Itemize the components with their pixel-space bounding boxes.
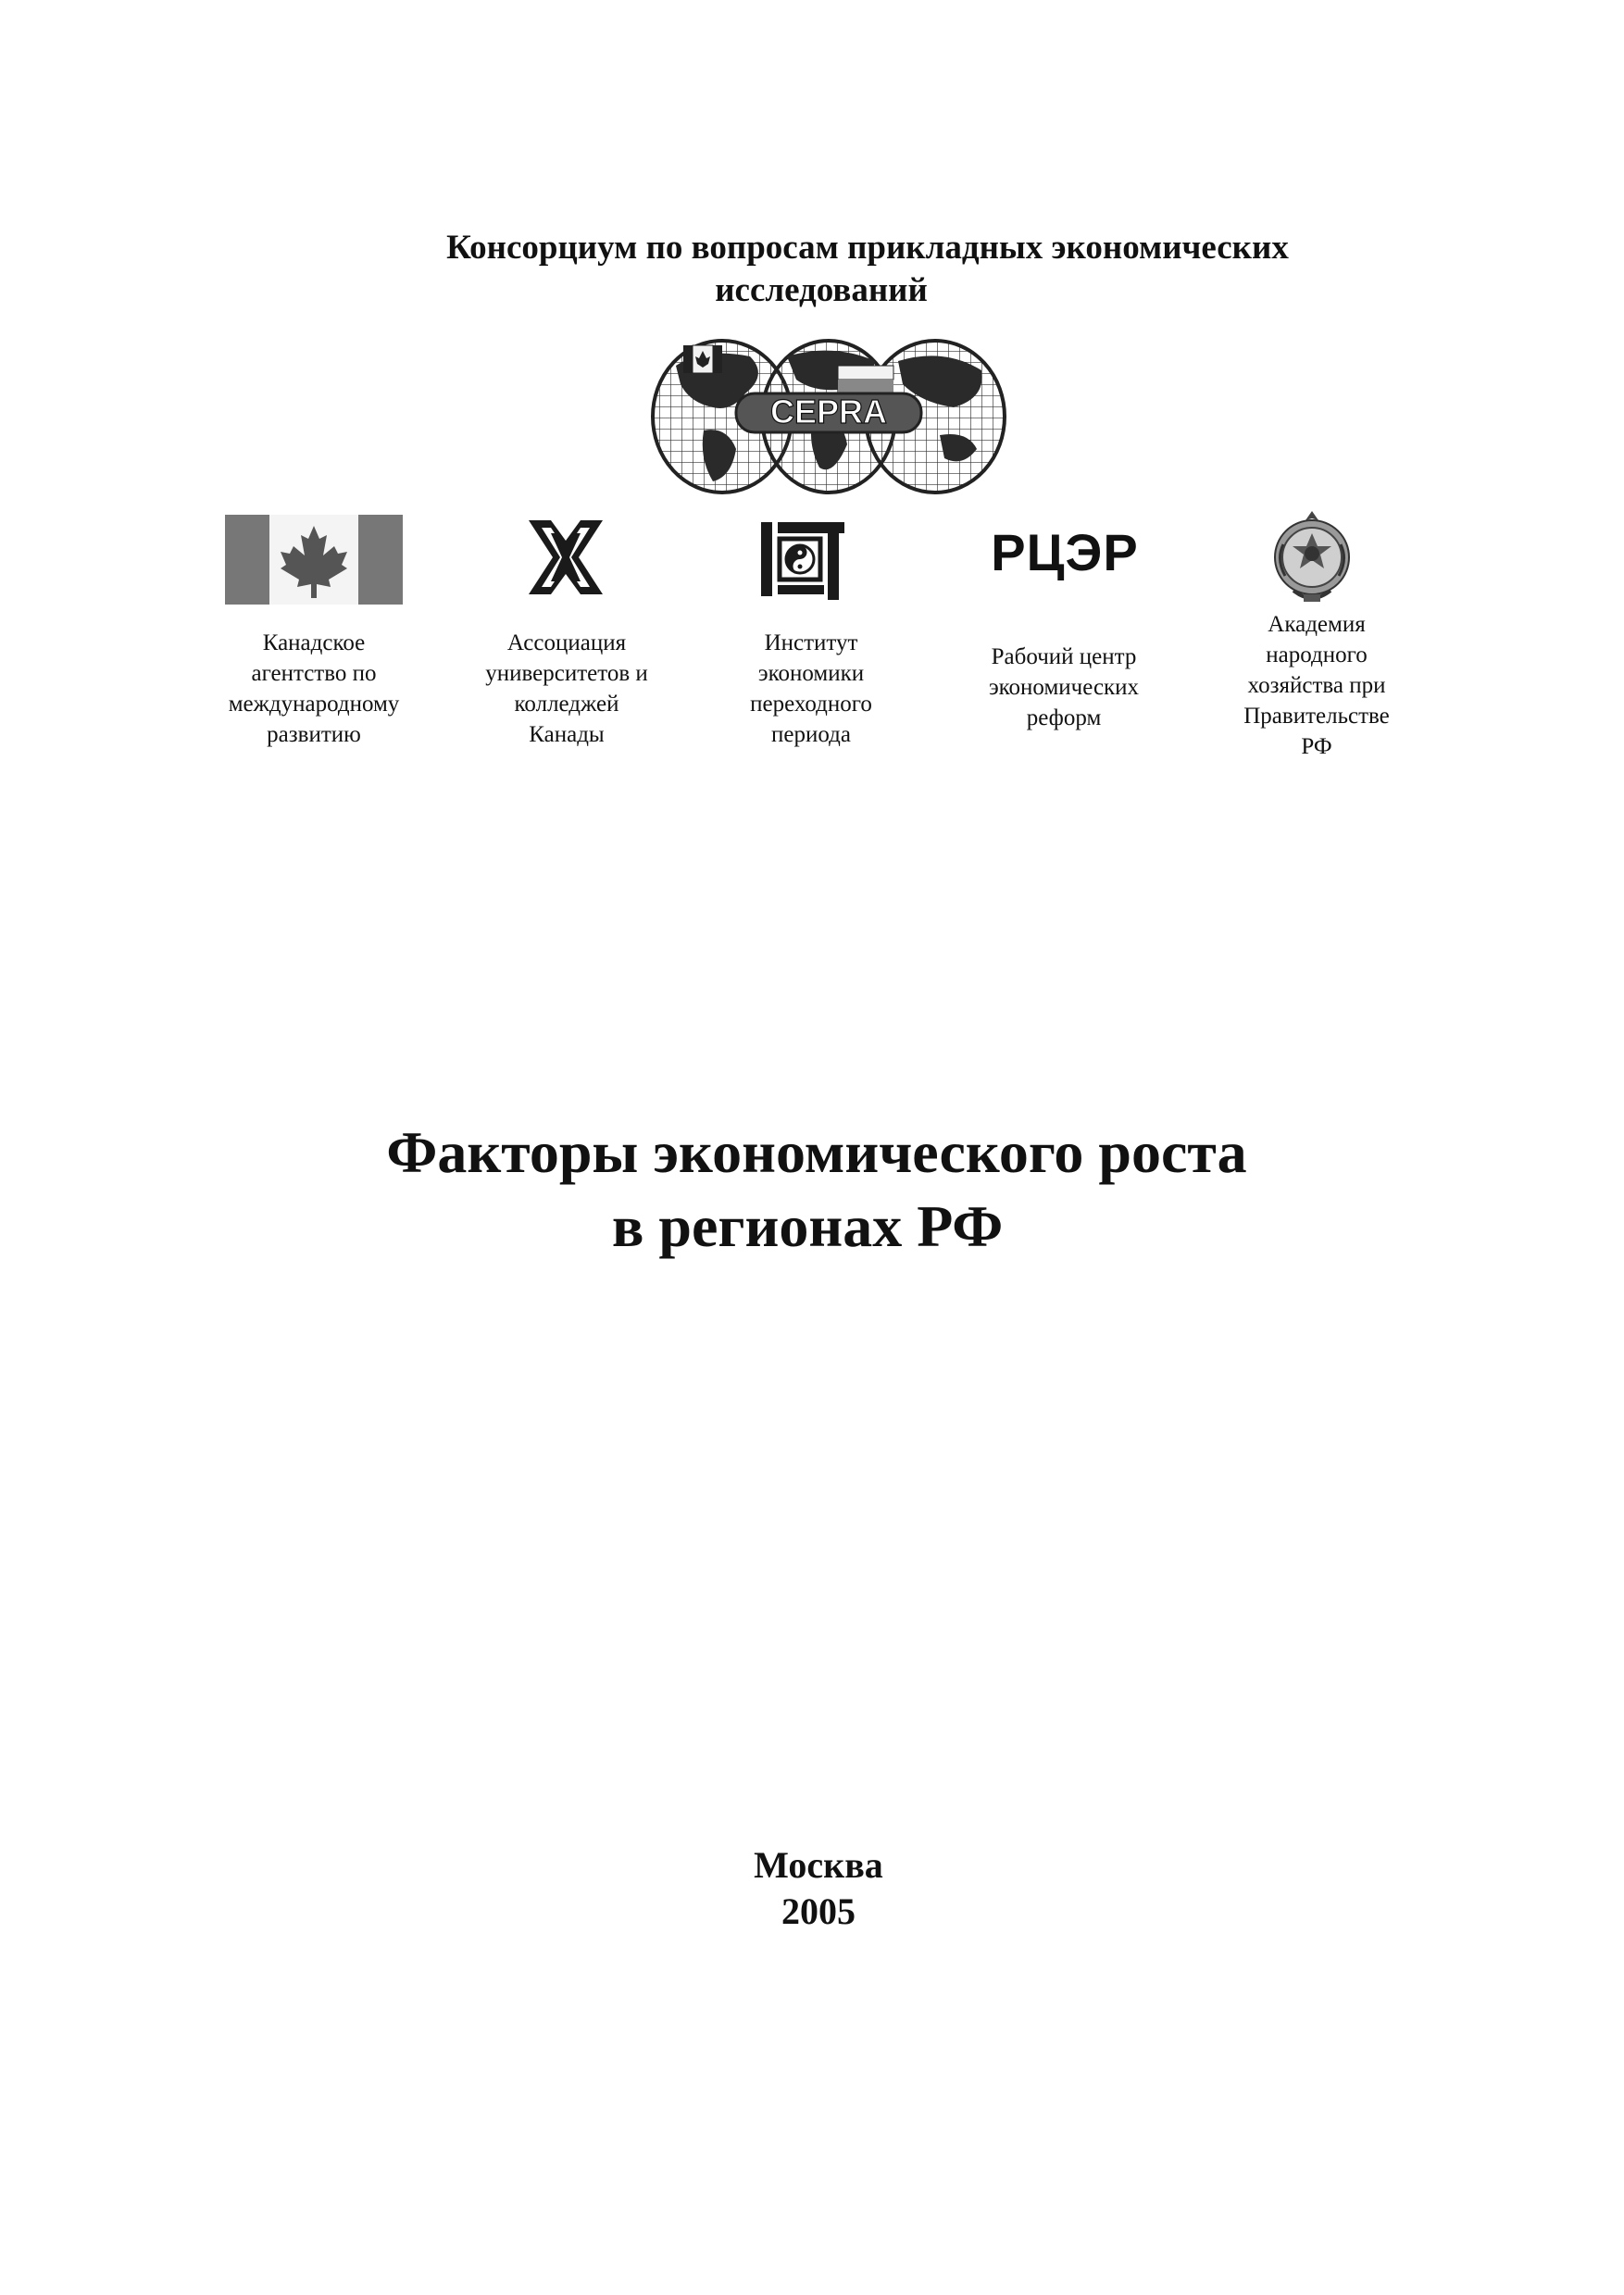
cepra-logo-icon bbox=[648, 329, 1009, 495]
caption-line: периода bbox=[771, 722, 851, 747]
caption-line: переходного bbox=[750, 692, 872, 717]
caption-line: Академия bbox=[1268, 612, 1366, 637]
caption-line: экономических bbox=[988, 675, 1140, 700]
caption-line: Канадское bbox=[262, 630, 366, 655]
consortium-heading-line1: Консорциум по вопросам прикладных экономических bbox=[446, 229, 1289, 267]
partner-caption-cida bbox=[207, 628, 420, 750]
consortium-heading bbox=[0, 227, 1624, 312]
partner-caption-rcer bbox=[957, 642, 1170, 733]
caption-line: РФ bbox=[1301, 734, 1332, 759]
partner-caption-iet bbox=[705, 628, 918, 750]
caption-line: экономики bbox=[757, 661, 865, 686]
caption-line: развитию bbox=[267, 722, 361, 747]
caption-line: Канады bbox=[529, 722, 605, 747]
aucc-logo-icon bbox=[523, 515, 608, 600]
rcer-logo-text: РЦЭР bbox=[991, 523, 1139, 581]
iet-logo-icon bbox=[757, 515, 850, 607]
partner-caption-academy bbox=[1210, 609, 1423, 762]
imprint-year: 2005 bbox=[781, 1890, 856, 1932]
caption-line: колледжей bbox=[514, 692, 619, 717]
caption-line: Ассоциация bbox=[506, 630, 627, 655]
canada-flag-icon bbox=[225, 515, 403, 605]
caption-line: народного bbox=[1266, 642, 1368, 667]
caption-line: Рабочий центр bbox=[991, 644, 1137, 669]
caption-line: Правительстве bbox=[1243, 704, 1390, 729]
document-title-line1: Факторы экономического роста bbox=[386, 1119, 1247, 1185]
caption-line: университетов и bbox=[485, 661, 648, 686]
document-title-line2: в регионах РФ bbox=[611, 1193, 1004, 1259]
imprint bbox=[0, 1842, 1624, 1935]
partner-caption-aucc bbox=[460, 628, 673, 750]
caption-line: агентство по bbox=[251, 661, 377, 686]
consortium-heading-line2: исследований bbox=[715, 271, 928, 309]
document-title bbox=[0, 1116, 1624, 1264]
caption-line: реформ bbox=[1026, 705, 1102, 730]
cepra-logo-text: CEPRA bbox=[769, 393, 888, 430]
academy-emblem-icon bbox=[1270, 507, 1354, 609]
imprint-city: Москва bbox=[754, 1844, 883, 1886]
caption-line: хозяйства при bbox=[1247, 673, 1386, 698]
caption-line: международному bbox=[228, 692, 400, 717]
caption-line: Институт bbox=[764, 630, 858, 655]
